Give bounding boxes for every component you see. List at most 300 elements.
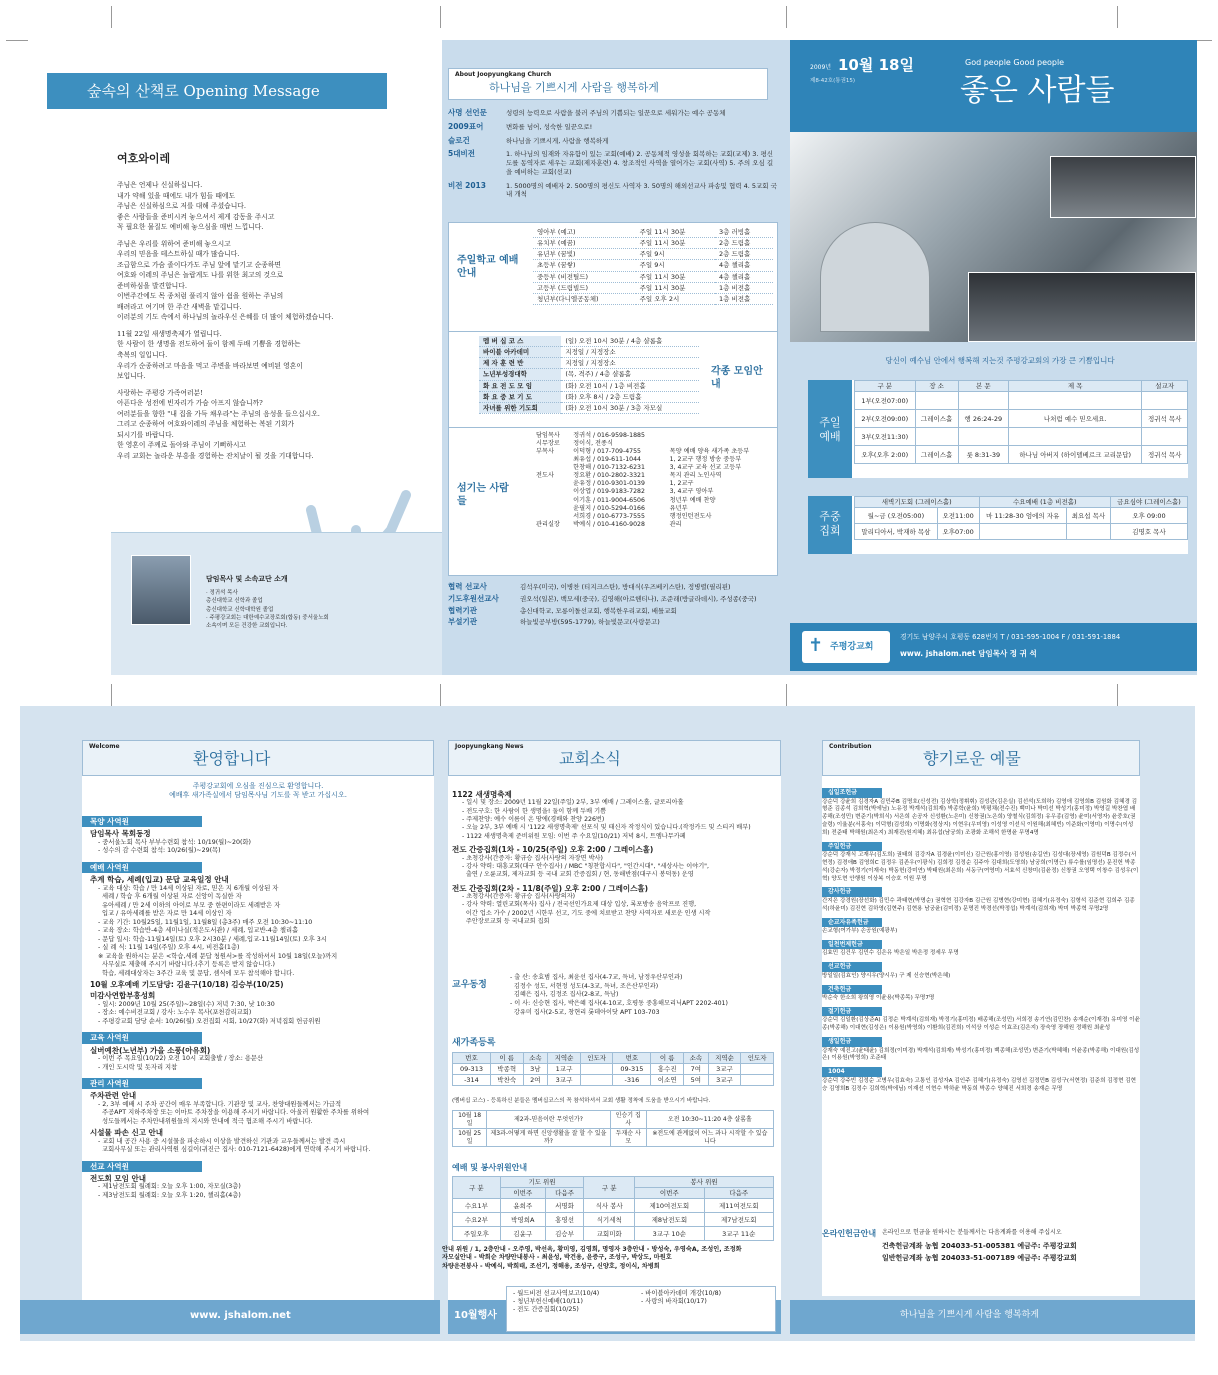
lecture-cell: ※전도에 관계없이 어느 과나 시작할 수 있습니다: [646, 1129, 773, 1147]
meeting-box: [448, 332, 778, 428]
contrib-text: 강순덕 김일환(김상준A) 김정순 박계석(김희재) 박정기(홍미정) 배종해(조성민) 서희경 송기연(김민찬) 송재순(이재경) 유미영 이윤종(박종해) 이대현(김성은) 이용원(박영희) 이환희(김진희) 이석상 이성순 이효조(김은지) 장숙영 장해원 정해원 최윤성: [822, 1017, 1140, 1032]
section-item-line: - 교회 내 공간 사용 중 시설물을 파손하시 이상을 발견하신 기관과 교우들께서는 발견 즉시: [98, 1137, 346, 1145]
service-header: 구 분: [453, 1177, 501, 1199]
section-item-line: - 성수의 감 수련회 참석: 10/26(월)~29(목): [98, 847, 221, 855]
poem-title: 여호와이레: [117, 152, 171, 165]
about-value: 하나님을 기쁘시게, 사람을 행복하게: [506, 136, 609, 145]
meeting-cell: 지정일 / 지정장소: [561, 347, 699, 358]
newmember-cell: [741, 1064, 774, 1075]
staff-cell: 3, 4교구 영아부: [669, 488, 714, 496]
news-header: [448, 740, 781, 776]
section-head: 교육 사역원: [82, 1032, 202, 1043]
newmember-header: 지역순: [548, 1053, 581, 1064]
church-name: 주평강교회: [830, 642, 874, 652]
section-item-line: 학습, 세례대상자는 3주간 교육 및 문답, 셈식에 모두 참석해야 합니다.: [98, 969, 295, 977]
newmember-cell: 이소연: [651, 1075, 684, 1086]
newmember-row: [453, 1064, 774, 1075]
staff-cell: 전도사: [536, 472, 554, 480]
meeting-cell: 화 요 전 도 모 임: [479, 380, 561, 391]
events-label: 10월행사: [454, 1310, 497, 1321]
section-item-line: - 문답 일시: 학습-11월14일(토) 오후 2시30분 / 세례,입교-11월14일(토) 오후 3시: [98, 935, 327, 943]
newmember-cell: 09-313: [453, 1064, 491, 1075]
service-cell: 김윤구: [500, 1227, 545, 1241]
account-line: 일반헌금계좌 농협 204033-51-007189 예금주: 주평강교회: [882, 1253, 1077, 1262]
midweek-cell: 월~금 (오전05:00): [855, 508, 938, 524]
mission-value: 김석우(미국), 이병찬 (티지크스탄), 방대식(우즈베키스탄), 정병렬(필리핀): [520, 583, 731, 591]
mission-value: 하늘빛공부방(595-1779), 하늘빛문고(사랑문고): [520, 618, 660, 627]
service-cell: 박영희A: [500, 1213, 545, 1227]
staff-cell: 이기훈 / 011-9004-6506: [573, 496, 645, 504]
meeting-cell: 지정일 / 지정장소: [561, 358, 699, 369]
pastor-lines: [206, 589, 426, 630]
worship-cell: 정귀석 목사: [1142, 446, 1188, 464]
staff-cell: [533, 505, 570, 513]
worship-cell: 1부(오전07:00): [855, 392, 916, 410]
worship-label: 주일 예배: [808, 380, 852, 478]
staff-cell: 청년부 예배 찬양: [669, 496, 716, 504]
service-note: 안내 위원 / 1, 2층안내 - 오주영, 박선옥, 황미영, 김영희, 명영자 3층안내 - 방성숙, 우영숙A, 조성인, 조정화 자모실안내 - 박희순 차량안내봉사 - 최윤성, 박건용, 윤증구, 조성구, 박상도, 마원호 차량운전봉사 - 박예식, 박희태, 조선기, 정해용, 조성구, 신양호, 정이식, 차병희: [442, 1246, 742, 1270]
section-item-line: 입교 / 유아세례를 받은 자로 만 14세 이상인 자: [98, 910, 232, 917]
membership-note: (멤버십 코스) - 등록하신 분들은 멤버십코스의 꼭 참석하셔서 교회 생활 정착에 도움을 받으시기 바랍니다.: [452, 1098, 711, 1104]
worship-header: 본 문: [958, 381, 1008, 392]
newmember-cell: 홍수진: [651, 1064, 684, 1075]
staff-cell: 윤필지 / 010-5294-0166: [573, 504, 645, 512]
newmember-header: 이 름: [490, 1053, 523, 1064]
staff-cell: [533, 497, 570, 505]
contrib-head: 1004: [822, 1067, 882, 1077]
section-item-line: - 교육 대상: 학습 / 만 14세 이상된 자로, 믿은 지 6개월 이상된 자: [98, 884, 279, 892]
staff-cell: 행정인턴전도사: [669, 512, 712, 520]
cross-icon: ✝: [808, 635, 824, 656]
about-value: 변화를 넘어, 성숙한 일꾼으로!: [506, 122, 593, 131]
web-address[interactable]: www. jshalom.net 담임목사 정 귀 석: [900, 649, 1037, 658]
newmember-header: 이 름: [651, 1053, 684, 1064]
news-item-line: - 주제찬양: 예수 이름이 온 땅에(경배와 찬양 226번): [462, 816, 605, 824]
contrib-list: [822, 784, 1140, 1093]
service-header: 기도 위원: [500, 1177, 584, 1188]
staff-row: [533, 505, 773, 513]
mission-item: [448, 604, 778, 616]
service-cell: 김승부: [545, 1227, 583, 1241]
school-cell: 1층 비전홀: [715, 282, 773, 293]
staff-cell: 최유섭 / 019-611-1044: [573, 456, 641, 464]
poem-para: 사랑하는 주평강 가족여러분! 아픈다운 성전에 빈자리가 가슴 아프지 않습니까? 여러분들을 향한 "내 집을 가득 채우라"는 주님의 음성을 들으십시오. 그리고 순종하여 여호와이레의 주님을 체험하는 복된 기회가 되시기를 바랍니다. 한 영혼이 주께로 돌아와 주님이 기뻐하시고 우리 교회는 놀라운 부흥을 경험하는 잔치날이 될 것을 기대합니다.: [117, 388, 320, 460]
contrib-head: 일천번제헌금: [822, 940, 882, 950]
school-table: [533, 227, 773, 305]
staff-row: [533, 464, 773, 472]
section-item-line: 주공APT 지하주차장 또는 이마트 주차장을 이용해 주시기 바랍니다. 아울러 원활한 주차를 위하여: [98, 1109, 370, 1117]
newmember-cell: 박종혁: [490, 1064, 523, 1075]
worship-row: [855, 410, 1188, 428]
staff-cell: [667, 440, 773, 448]
section-item-line: - 제3남전도회 월례회: 오늘 오후 1:20, 챌리홀(4층): [98, 1191, 241, 1199]
section-head: 선교 사역원: [82, 1161, 202, 1172]
meeting-cell: 바이블 아카데미: [479, 347, 561, 358]
mission-key: 협력기관: [448, 605, 477, 615]
lecture-table: [452, 1110, 774, 1147]
cover-title: 좋은 사람들: [960, 73, 1115, 108]
service-cell: 제7남전도회: [704, 1213, 773, 1227]
welcome-intro: 주평강교회에 오심을 진심으로 환영합니다. 예배후 새가족실에서 담임목사님 기도를 꼭 받고 가십시오.: [169, 782, 347, 799]
worship-cell: [958, 428, 1008, 446]
midweek-cell: [979, 524, 1066, 540]
newmember-header: 인도자: [741, 1053, 774, 1064]
newmember-cell: [580, 1064, 613, 1075]
poem-para: 주님은 우리를 위하여 준비해 놓으시고 우리의 믿음을 테스트하실 때가 많습니다. 조급함으로 가슴 졸이다가도 주님 앞에 맡기고 순종하면 여호와 이레의 주님은 놀랍게도 나를 위한 최고의 것으로 준비하심을 발견합니다. 이번주간에도 목 종처럼 풀리지 않아 쉼을 원하는 주님의 배려라고 여기며 한 주간 새벽을 맡깁니다. 이러분의 기도 속에서 하나님의 놀라우신 은혜를 더 많이 체험하겠습니다.: [117, 239, 334, 322]
about-key: 사명 선언문: [448, 108, 487, 117]
pastor-box: [111, 532, 442, 675]
section-item-title: 담임목사 목회동정: [90, 829, 151, 839]
staff-row: [533, 488, 773, 496]
worship-cell: 룻 8:31-39: [958, 446, 1008, 464]
about-value: 성령의 능력으로 사람을 불러 주님의 기쁨되는 일꾼으로 세워가는 예수 공동체: [506, 109, 726, 117]
service-cell: 식사 봉사: [584, 1199, 635, 1213]
newmember-cell: 5여: [684, 1075, 709, 1086]
school-cell: 2층 드림홀: [715, 249, 773, 260]
opening-title: 숲속의 산책로 Opening Message: [47, 73, 387, 109]
meeting-row: [479, 347, 699, 358]
section-item-line: - 교육 장소: 학습반-4층 세미나실(적은도서관) / 세례, 입교반-4층 챌리홀: [98, 927, 299, 934]
section-item-line: 유아세례 / 만 2세 이하의 아이로 부모 중 한편이라도 세례받은 자: [98, 901, 281, 909]
about-panel: [448, 62, 781, 672]
about-value: 1. 하나님의 임재와 자유함이 있는 교회(예배) 2. 공동체적 영성을 회복하는 교회(교제) 3. 평신도를 동역자로 세우는 교회(제자훈련) 4. 창조적인 사역을 열어가는 교회(사역) 5. 주의 오심 길을 예비하는 교회(선교): [506, 150, 774, 176]
staff-cell: 서희경 / 010-6773-7555: [573, 512, 645, 520]
newmember-header: 소속: [684, 1053, 709, 1064]
service-header: 구 분: [584, 1177, 635, 1199]
meeting-row: [479, 369, 699, 380]
gyowoo-label: 교우동정: [452, 980, 487, 990]
section-item-line: - 교육 기간: 10월25일, 11월1일, 11월8일 (총3주) 매주 오전 10:30~11:10: [98, 918, 313, 926]
about-value: 1. 5000명의 예배자 2. 500명의 평신도 사역자 3. 50명의 해외선교사 파송및 협력 4. 5교회 국내 개척: [506, 181, 777, 199]
bottom-left-footer: [20, 1300, 440, 1334]
staff-row: [533, 448, 773, 456]
newmember-cell: 3남: [523, 1064, 548, 1075]
worship-cell: 그레이스홀: [915, 410, 958, 428]
newmember-header: 인도자: [580, 1053, 613, 1064]
midweek-cell: 마 11:28-30 엄에의 자유: [979, 508, 1066, 524]
newmember-header: 지역순: [708, 1053, 741, 1064]
meeting-table: [479, 336, 699, 414]
worship-cell: 3부(오전11:30): [855, 428, 916, 446]
staff-cell: 박예식 / 010-4160-9028: [573, 520, 645, 528]
contrib-head: 순교자유족헌금: [822, 918, 882, 928]
staff-cell: 3, 4교구 교육 선교 고등부: [669, 464, 742, 472]
about-item: [448, 133, 778, 146]
school-cell: 주일 9시: [636, 260, 715, 271]
lecture-cell: 제3과-어떻게 하면 신앙생활을 잘 할 수 있을까?: [487, 1129, 610, 1147]
gyowoo-box: [510, 974, 772, 1017]
newmember-cell: 박찬숙: [490, 1075, 523, 1086]
events-left: [513, 1290, 641, 1328]
worship-cell: 행 26:24-29: [958, 410, 1008, 428]
news-item-line: - 강사 약력: 열린교회(목사) 집사 / 전국선인가요제 대상 입상, 록포방송 음악프로 진행,: [462, 901, 697, 909]
news-item-line: 이간 업소 가수 / 2002년 시한부 선고, 기도 중에 치료받고 찬양 사역자로 새로운 인생 시작: [462, 909, 711, 917]
service-cell: 홍영선: [545, 1213, 583, 1227]
section-item-title: 미감사연합부흥성회: [90, 991, 156, 1001]
church-logo: [802, 631, 890, 663]
events-box: [448, 1290, 781, 1334]
staff-cell: [533, 488, 570, 496]
cover-panel: [790, 40, 1197, 675]
midweek-label: 주중 집회: [808, 496, 852, 554]
service-cell: 윤희주: [500, 1199, 545, 1213]
pastor-line: 총신대학교 신학과 졸업: [206, 598, 263, 605]
midweek-table: [854, 496, 1188, 540]
banner: 당신이 예수님 안에서 행복해 지는것 주평강교회의 가장 큰 기쁨입니다: [885, 356, 1115, 365]
section-item-line: - 2, 3부 예배 시 주차 공간이 매우 부족합니다. 기관장 및 교사, 찬양대원들께서는 가급적: [98, 1100, 342, 1108]
staff-row: [533, 513, 773, 521]
cover-footer: [790, 623, 1197, 671]
staff-cell: [533, 456, 570, 464]
pastor-line: · 정귀석 목사: [206, 590, 238, 596]
section-item-title: 전도회 모임 안내: [90, 1174, 146, 1183]
school-cell: 4층 챌리홀: [715, 271, 773, 282]
news-item-title: 전도 간증집회(2차 - 11/8(주일) 오후 2:00 / 그레이스홀): [452, 883, 649, 893]
event-item: - 전도 간증집회(10/25): [513, 1305, 579, 1313]
service-table: [452, 1176, 774, 1241]
section-head: 관리 사역원: [82, 1078, 202, 1089]
staff-cell: 윤유정 / 010-9301-0139: [573, 480, 645, 488]
section-item-line: 사무실로 제출해 주시기 바랍니다.(추기 등록은 받지 않습니다.): [98, 961, 275, 968]
contrib-title: 향기로운 예물: [923, 749, 1021, 768]
newmember-cell: 1교구: [548, 1064, 581, 1075]
worship-header: 제 목: [1008, 381, 1141, 392]
newmember-cell: 7여: [684, 1064, 709, 1075]
midweek-header: 금요심야 (그레이스홀): [1111, 497, 1188, 508]
staff-cell: 정요환 / 010-2802-3321: [573, 472, 645, 480]
meeting-row: [479, 358, 699, 369]
contrib-panel: [822, 740, 1140, 1296]
section-item-title: 시설물 파손 신고 안내: [90, 1128, 164, 1138]
school-cell: 주일 오후 2시: [636, 293, 715, 304]
school-cell: 영아부 (예고): [533, 227, 636, 238]
about-item: [448, 119, 778, 132]
pastor-line: 총신대학교 신학대학원 졸업: [206, 606, 274, 613]
midweek-row: [855, 524, 1188, 540]
worship-row: [855, 446, 1188, 464]
service-subheader: 이번주: [635, 1188, 704, 1199]
pastor-line: 소속이며 모든 건강한 교회입니다.: [206, 623, 288, 629]
about-item: [448, 178, 778, 200]
event-item: - 바이블아카데미 개강(10/8): [641, 1290, 722, 1297]
lecture-cell: 제2과-믿음이란 무엇인가?: [487, 1111, 610, 1129]
school-cell: 3층 러빙홀: [715, 227, 773, 238]
worship-cell: [1142, 428, 1188, 446]
tagline: God people Good people: [965, 58, 1065, 67]
news-item-line: - 1122 새생명축제 준비위원 모임: 이번 주 수요일(10/21) 저녁 8시, 트엠나무카페: [462, 832, 686, 840]
newmember-cell: -314: [453, 1075, 491, 1086]
newmember-cell: -316: [613, 1075, 651, 1086]
event-item: - 사랑의 바자회(10/17): [641, 1297, 707, 1305]
school-cell: 고등부 (드림빌드): [533, 282, 636, 293]
service-row: [453, 1213, 774, 1227]
section-item-line: 세례 / 학습 후 6개월 이상된 자로 신앙이 독실한 자: [98, 893, 242, 900]
pastor-caption: 담임목사 및 소속교단 소개: [206, 575, 288, 583]
school-label: 주일학교 예배안내: [457, 255, 519, 279]
service-cell: 3교구 10순: [635, 1227, 704, 1241]
contrib-label: Contribution: [829, 743, 872, 750]
newmember-cell: 2여: [523, 1075, 548, 1086]
staff-cell: 담임목사: [536, 432, 560, 439]
midweek-header: 새벽기도회 (그레이스홀): [855, 497, 980, 508]
gyowoo-line: - 출 산: 송효범 집사, 최윤선 집사(4-7교, 득녀, 남정우산부인과): [510, 974, 683, 981]
staff-row: [533, 521, 773, 529]
service-cell: 서명화: [545, 1199, 583, 1213]
gyowoo-line: 강유미 집사(2-5교, 창현리 롯데아이닷 APT 103-703: [510, 1008, 660, 1016]
worship-cell: [915, 428, 958, 446]
section-item-line: - 주평강교회 담당 순서: 10/26(월) 오전집회 시회, 10/27(화) 저녁집회 헌금위원: [98, 1017, 321, 1025]
staff-row: [533, 472, 773, 480]
worship-header: 장 소: [915, 381, 958, 392]
meeting-cell: (화) 오후 8시 / 2층 드림홀: [561, 391, 699, 402]
school-cell: 주일 9시: [636, 249, 715, 260]
meeting-row: [479, 402, 699, 413]
staff-cell: 한창해 / 010-7132-6231: [573, 464, 645, 472]
worship-cell: 하나님 아버지 (하이델베르크 교리문답): [1008, 446, 1141, 464]
school-cell: 유치부 (예꿈): [533, 238, 636, 249]
online-label: 온라인헌금안내: [822, 1228, 877, 1238]
lecture-cell: 오전 10:30~11:20 4층 샬롬홀: [646, 1111, 773, 1129]
midweek-cell: 말리디아서, 박재하 목삼: [855, 524, 938, 540]
school-row: [533, 271, 773, 282]
newmember-cell: [741, 1075, 774, 1086]
bottom-web[interactable]: www. jshalom.net: [190, 1310, 291, 1321]
contrib-head: 생일헌금: [822, 1037, 882, 1047]
staff-box: [448, 428, 778, 576]
event-item: - 청년부헌신예배(10/11): [513, 1297, 583, 1305]
footer-slogan: 하나님을 기쁘시게 사람을 행복하게: [900, 1310, 1039, 1320]
meeting-cell: (화) 오전 10시 30분 / 3층 자모실: [561, 402, 699, 413]
photo-inset: [1050, 156, 1196, 218]
service-subheader: 다음주: [545, 1188, 583, 1199]
lecture-row: [453, 1129, 774, 1147]
worship-cell: [958, 392, 1008, 410]
about-key: 5대비전: [448, 149, 475, 159]
mission-key: 기도후원선교사: [448, 593, 499, 603]
church-photo: [790, 132, 1197, 342]
welcome-header: [82, 740, 434, 776]
service-cell: 제8남전도회: [635, 1213, 704, 1227]
date-year: 2009년: [810, 64, 832, 71]
school-row: [533, 227, 773, 238]
staff-row: [533, 440, 773, 448]
news-list: [452, 786, 778, 926]
staff-cell: 목양 예배 양육 새가족 초등부: [669, 448, 750, 456]
event-item: - 월드비전 선교사역보고(10/4): [513, 1290, 600, 1297]
meeting-row: [479, 380, 699, 391]
school-row: [533, 293, 773, 304]
events-inner: [506, 1286, 776, 1332]
section-item-line: - 제1남전도회 월례회: 오늘 오후 1:00, 자모실(3층): [98, 1183, 241, 1191]
staff-row: [533, 432, 773, 440]
about-slogan: 하나님을 기쁘시게 사람을 행복하게: [489, 80, 659, 94]
news-item-title: 1122 새생명축제: [452, 790, 512, 799]
service-cell: 3교구 11순: [704, 1227, 773, 1241]
service-subheader: 이번주: [500, 1188, 545, 1199]
meeting-cell: 자녀를 위한 기도회: [479, 402, 561, 413]
service-cell: 제10여전도회: [635, 1199, 704, 1213]
service-cell: 제11여전도회: [704, 1199, 773, 1213]
news-item-title: 전도 간증집회(1차 - 10/25(주일) 오후 2:00 / 그레이스홀): [452, 845, 654, 855]
issue: 제8-42호(통권15): [810, 78, 856, 84]
contrib-text: 방일일(김효인) 양시우(양시우) 구 제 신승현(박은혜): [822, 972, 951, 979]
news-item-line: - 초청강사(간증자: 황규승 집사(사랑의자): [462, 893, 576, 900]
staff-table: [533, 432, 773, 529]
about-key: 비전 2013: [448, 180, 486, 190]
meeting-cell: (일) 오전 10시 30분 / 4층 샬롬홀: [561, 336, 699, 347]
newmember-header: 소속: [523, 1053, 548, 1064]
staff-row: [533, 497, 773, 505]
service-cell: 수요2부: [453, 1213, 501, 1227]
midweek-cell: 오후07:00: [937, 524, 979, 540]
school-cell: 주일 11시 30분: [636, 271, 715, 282]
mission-item: [448, 592, 778, 604]
worship-row: [855, 392, 1188, 410]
newmember-cell: 3교구: [708, 1064, 741, 1075]
school-box: [448, 222, 778, 332]
poem-para: 11월 22일 새생명축제가 열립니다. 한 사람이 한 생명을 전도하여 둘이 함께 두배 기쁨을 경험하는 축복의 일입니다. 우리가 순종하려고 마음을 먹고 주변을 바라보면 예비된 영혼이 보입니다.: [117, 329, 303, 381]
gyowoo-line: 김정수 성도, 서현정 성도(4-3교, 득녀, 조은산부인과): [510, 982, 659, 990]
meeting-cell: (목, 격주) / 4층 샬롬홀: [561, 369, 699, 380]
section-head: 예배 사역원: [82, 862, 202, 873]
contrib-head: 건축헌금: [822, 985, 882, 995]
service-row: [453, 1227, 774, 1241]
worship-cell: 나처럼 예수 믿으세요.: [1008, 410, 1141, 428]
staff-cell: 1, 2교구: [669, 480, 694, 488]
section-item-line: - 실 례 식: 11월 14일(주일) 오후 4시, 비전홀(1층): [98, 944, 240, 951]
worship-cell: 그레이스홀: [915, 446, 958, 464]
school-row: [533, 249, 773, 260]
section-item-line: ※ 교육을 원하시는 분은 <학습,세례 문답 청원서>를 작성하셔서 10월 18일(오늘)까지: [98, 952, 338, 960]
mission-item: [448, 580, 778, 592]
online-note: 온라인으로 헌금을 원하시는 분들께서는 다음계좌를 이용해 주십시오: [882, 1229, 1062, 1237]
mission-item: [448, 615, 778, 627]
section-item-line: - 중서울노회 목사 부부수련회 참석: 10/19(월)~20(화): [98, 838, 251, 846]
contrib-text: 간지은 강경원(장선화) 김민수 곽태현(박명순) 권혁현 김강자B 김근원 김병현(강미현) 김혜기(유정숙) 김형석 김준현 김희주 김종석(하윤미) 김진현 김하영(김현주) 김현용 남궁윤(김미정) 문명진 박경선(박정섭) 박계석(김희재) 박미 박종혁 무명2명: [822, 897, 1135, 912]
gyowoo-line: 김혜은 집사, 김정조 집사(2-8교, 득남): [510, 991, 619, 999]
contrib-text: 강재숙 예진고(윤태윤) 김희정(이미경) 박계석(김희재) 박성기(홍미정) 백종해(조성민) 변준기(박혜해) 이윤종(박종해) 이대원(김성은) 이용원(박영희) 조준태: [822, 1047, 1140, 1062]
staff-cell: 부목사: [536, 448, 554, 456]
meeting-cell: (화) 오전 10시 / 1층 비전홀: [561, 380, 699, 391]
bottom-right-footer: [790, 1300, 1195, 1334]
contrib-head: 감사헌금: [822, 887, 882, 897]
newmember-cell: [580, 1075, 613, 1086]
school-row: [533, 260, 773, 271]
section-item-title: 10월 오후예배 기도담당: 김윤구(10/18) 김승부(10/25): [90, 980, 284, 989]
staff-cell: [667, 432, 773, 440]
account-line: 건축헌금계좌 농협 204033-51-005381 예금주: 주평강교회: [882, 1242, 1077, 1250]
midweek-cell: [1066, 524, 1110, 540]
poem-body: [117, 180, 437, 461]
section-item-line: 교회사무실 또는 관리사역원 심길이(귀진근 집사: 010-7121-6428)에게 연락해 주시기 바랍니다.: [98, 1146, 371, 1154]
staff-cell: 관리: [669, 520, 682, 528]
contrib-header: [822, 740, 1140, 776]
midweek-cell: 김명호 목사: [1111, 524, 1188, 540]
news-item-line: - 전도구호: 한 사람이 한 생명을! 둘이 함께 두배 기쁨: [462, 807, 607, 815]
contrib-head: 절기헌금: [822, 1007, 882, 1017]
welcome-label: Welcome: [89, 743, 120, 750]
worship-row: [855, 428, 1188, 446]
newmember-row: [453, 1075, 774, 1086]
worship-cell: [1142, 392, 1188, 410]
staff-cell: 이덕형 / 017-709-4755: [573, 448, 641, 456]
about-item: [448, 146, 778, 176]
building-shape: [820, 222, 930, 332]
newmember-cell: 3교구: [548, 1075, 581, 1086]
section-item-line: - 장소: 예수비전교회 / 강사: 노수우 목사(포천감리교회): [98, 1009, 252, 1017]
newmember-header: 번호: [453, 1053, 491, 1064]
school-cell: 초등부 (꿈쌓): [533, 260, 636, 271]
